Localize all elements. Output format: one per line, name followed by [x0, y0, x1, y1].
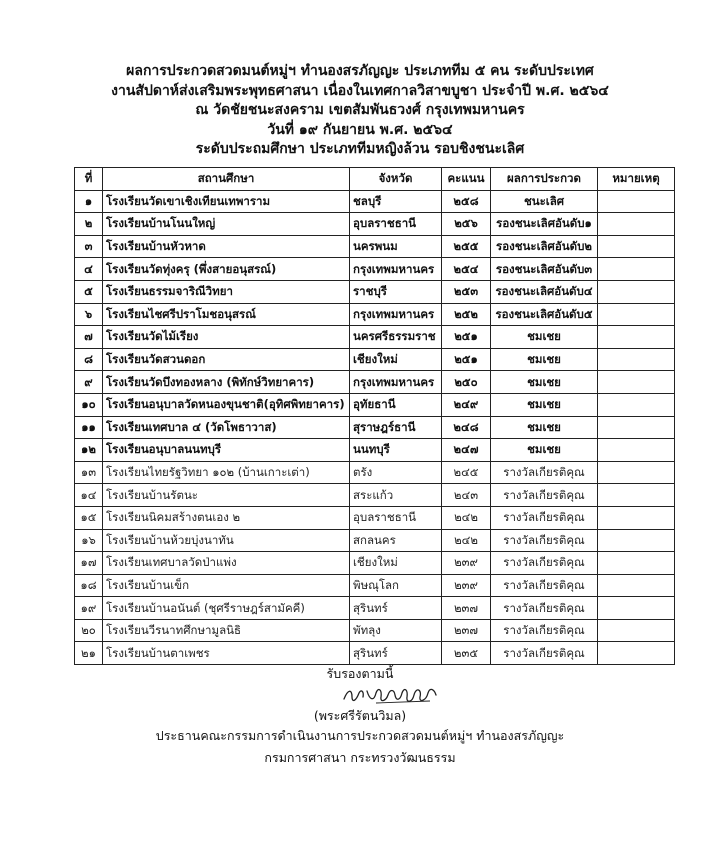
cell-school: โรงเรียนไทยรัฐวิทยา ๑๐๒ (บ้านเกาะเต่า): [103, 461, 350, 484]
cell-school: โรงเรียนวัดเขาเชิงเทียนเทพาราม: [103, 190, 350, 213]
cell-school: โรงเรียนบ้านหัวหาด: [103, 235, 350, 258]
cell-province: นนทบุรี: [350, 439, 442, 462]
cell-result: รองชนะเลิศอันดับ๔: [491, 280, 598, 303]
cell-result: ชมเชย: [491, 348, 598, 371]
table-row: [75, 371, 675, 394]
cell-province: อุบลราชธานี: [350, 213, 442, 236]
cell-note: [598, 213, 675, 236]
cell-result: รางวัลเกียรติคุณ: [491, 529, 598, 552]
cell-score: ๒๓๗: [442, 597, 491, 620]
cell-note: [598, 552, 675, 575]
cell-result: รางวัลเกียรติคุณ: [491, 619, 598, 642]
header-title: ผลการประกวดสวดมนต์หมู่ฯ ทำนองสรภัญญะ ประเภททีม ๕ คน ระดับประเทศ: [126, 63, 594, 79]
cell-school: โรงเรียนเทศบาล ๔ (วัดโพธาวาส): [103, 416, 350, 439]
cell-score: ๒๕๕: [442, 235, 491, 258]
cell-school: โรงเรียนวัดทุ่งครุ (พึ่งสายอนุสรณ์): [103, 258, 350, 281]
cell-result: รางวัลเกียรติคุณ: [491, 552, 598, 575]
cell-province: ตรัง: [350, 461, 442, 484]
header-event: งานสัปดาห์ส่งเสริมพระพุทธศาสนา เนื่องในเทศกาลวิสาขบูชา ประจำปี พ.ศ. ๒๕๖๔: [111, 82, 609, 99]
cell-no: ๑๙: [75, 597, 103, 620]
cell-school: โรงเรียนบ้านโนนใหญ่: [103, 213, 350, 236]
cell-note: [598, 619, 675, 642]
cell-no: ๖: [75, 303, 103, 326]
cell-score: ๒๔๗: [442, 439, 491, 462]
cell-score: ๒๕๒: [442, 303, 491, 326]
cell-note: [598, 461, 675, 484]
cell-result: ชมเชย: [491, 416, 598, 439]
cell-no: ๕: [75, 280, 103, 303]
cell-province: สระแก้ว: [350, 484, 442, 507]
cell-no: ๑: [75, 190, 103, 213]
cell-note: [598, 439, 675, 462]
cell-result: รางวัลเกียรติคุณ: [491, 574, 598, 597]
cell-province: สุราษฎร์ธานี: [350, 416, 442, 439]
cell-province: สุรินทร์: [350, 642, 442, 665]
cell-note: [598, 393, 675, 416]
cell-result: รองชนะเลิศอันดับ๕: [491, 303, 598, 326]
cell-score: ๒๔๙: [442, 393, 491, 416]
header-category: ระดับประถมศึกษา ประเภททีมหญิงล้วน รอบชิงชนะเลิศ: [195, 141, 525, 157]
cell-score: ๒๕๖: [442, 213, 491, 236]
table-row: [75, 619, 675, 642]
cell-school: โรงเรียนไชศรีปราโมชอนุสรณ์: [103, 303, 350, 326]
cell-score: ๒๓๙: [442, 574, 491, 597]
table-row: [75, 597, 675, 620]
header-date: วันที่ ๑๙ กันยายน พ.ศ. ๒๕๖๔: [267, 121, 453, 138]
cell-province: อุบลราชธานี: [350, 506, 442, 529]
cell-school: โรงเรียนบ้านรัตนะ: [103, 484, 350, 507]
cell-school: โรงเรียนบ้านอนันต์ (ชุศรีราษฎร์สามัคคี): [103, 597, 350, 620]
cell-province: กรุงเทพมหานคร: [350, 371, 442, 394]
table-row: [75, 393, 675, 416]
cell-score: ๒๕๑: [442, 348, 491, 371]
cell-score: ๒๓๕: [442, 642, 491, 665]
cell-note: [598, 235, 675, 258]
cell-no: ๑๒: [75, 439, 103, 462]
cell-result: รางวัลเกียรติคุณ: [491, 484, 598, 507]
cell-note: [598, 529, 675, 552]
table-row: [75, 484, 675, 507]
cell-province: นครพนม: [350, 235, 442, 258]
table-body: [75, 190, 675, 664]
cell-note: [598, 326, 675, 349]
cell-school: โรงเรียนบ้านเข็ก: [103, 574, 350, 597]
signer-position: ประธานคณะกรรมการดำเนินงานการประกวดสวดมนต์หมู่ฯ ทำนองสรภัญญะ: [155, 728, 565, 743]
cell-province: พิษณุโลก: [350, 574, 442, 597]
cell-score: ๒๕๐: [442, 371, 491, 394]
cell-score: ๒๕๑: [442, 326, 491, 349]
cell-no: ๘: [75, 348, 103, 371]
cell-no: ๑๐: [75, 393, 103, 416]
cell-score: ๒๓๙: [442, 552, 491, 575]
cell-school: โรงเรียนบ้านตาเพชร: [103, 642, 350, 665]
cell-no: ๒๐: [75, 619, 103, 642]
table-row: [75, 235, 675, 258]
header-province: จังหวัด: [350, 168, 442, 191]
cell-school: โรงเรียนบ้านห้วยบุ่งนาทัน: [103, 529, 350, 552]
table-row: [75, 552, 675, 575]
cell-no: ๓: [75, 235, 103, 258]
cell-no: ๑๕: [75, 506, 103, 529]
header-venue: ณ วัดชัยชนะสงคราม เขตสัมพันธวงศ์ กรุงเทพมหานคร: [195, 102, 525, 118]
cell-no: ๒๑: [75, 642, 103, 665]
cell-school: โรงเรียนเทศบาลวัดป่าแพ่ง: [103, 552, 350, 575]
table-row: [75, 280, 675, 303]
table-row: [75, 461, 675, 484]
table-row: [75, 642, 675, 665]
cell-score: ๒๕๓: [442, 280, 491, 303]
cell-result: รองชนะเลิศอันดับ๓: [491, 258, 598, 281]
cell-score: ๒๓๗: [442, 619, 491, 642]
signer-name: (พระศรีรัตนวิมล): [313, 708, 407, 723]
table-row: [75, 326, 675, 349]
cell-score: ๒๔๓: [442, 484, 491, 507]
header-note: หมายเหตุ: [598, 168, 675, 191]
cell-result: รองชนะเลิศอันดับ๑: [491, 213, 598, 236]
cell-province: อุทัยธานี: [350, 393, 442, 416]
cell-no: ๑๗: [75, 552, 103, 575]
header-no: ที่: [75, 168, 103, 191]
certify-text: รับรองตามนี้: [326, 666, 394, 681]
cell-no: ๗: [75, 326, 103, 349]
organization-name: กรมการศาสนา กระทรวงวัฒนธรรม: [264, 750, 456, 765]
header-school: สถานศึกษา: [103, 168, 350, 191]
cell-result: รางวัลเกียรติคุณ: [491, 597, 598, 620]
cell-province: กรุงเทพมหานคร: [350, 258, 442, 281]
cell-province: นครศรีธรรมราช: [350, 326, 442, 349]
cell-note: [598, 371, 675, 394]
cell-note: [598, 574, 675, 597]
cell-province: พัทลุง: [350, 619, 442, 642]
cell-note: [598, 416, 675, 439]
cell-school: โรงเรียนวัดไม้เรียง: [103, 326, 350, 349]
cell-note: [598, 597, 675, 620]
cell-result: ชนะเลิศ: [491, 190, 598, 213]
cell-result: รางวัลเกียรติคุณ: [491, 506, 598, 529]
header-result: ผลการประกวด: [491, 168, 598, 191]
cell-province: สกลนคร: [350, 529, 442, 552]
cell-note: [598, 303, 675, 326]
cell-no: ๒: [75, 213, 103, 236]
cell-score: ๒๔๕: [442, 461, 491, 484]
cell-province: สุรินทร์: [350, 597, 442, 620]
table-row: [75, 303, 675, 326]
header-score: คะแนน: [442, 168, 491, 191]
cell-note: [598, 190, 675, 213]
cell-school: โรงเรียนธรรมจาริณีวิทยา: [103, 280, 350, 303]
cell-school: โรงเรียนอนุบาลวัดหนองขุนชาติ(อุทิศพิทยาคาร): [103, 393, 350, 416]
table-row: [75, 190, 675, 213]
handwritten-signature: [340, 681, 440, 707]
cell-score: ๒๕๔: [442, 258, 491, 281]
cell-note: [598, 258, 675, 281]
table-row: [75, 529, 675, 552]
cell-no: ๑๘: [75, 574, 103, 597]
cell-result: ชมเชย: [491, 326, 598, 349]
cell-province: ชลบุรี: [350, 190, 442, 213]
cell-score: ๒๔๘: [442, 416, 491, 439]
cell-no: ๑๓: [75, 461, 103, 484]
table-row: [75, 439, 675, 462]
cell-note: [598, 642, 675, 665]
cell-province: เชียงใหม่: [350, 552, 442, 575]
table-row: [75, 506, 675, 529]
cell-result: ชมเชย: [491, 393, 598, 416]
cell-school: โรงเรียนอนุบาลนนทบุรี: [103, 439, 350, 462]
cell-province: เชียงใหม่: [350, 348, 442, 371]
cell-result: รองชนะเลิศอันดับ๒: [491, 235, 598, 258]
cell-score: ๒๕๘: [442, 190, 491, 213]
cell-result: รางวัลเกียรติคุณ: [491, 461, 598, 484]
cell-school: โรงเรียนวีรนาทศึกษามูลนิธิ: [103, 619, 350, 642]
cell-no: ๑๔: [75, 484, 103, 507]
table-row: [75, 258, 675, 281]
cell-result: ชมเชย: [491, 439, 598, 462]
cell-no: ๑๖: [75, 529, 103, 552]
cell-result: ชมเชย: [491, 371, 598, 394]
cell-school: โรงเรียนนิคมสร้างตนเอง ๒: [103, 506, 350, 529]
cell-no: ๑๑: [75, 416, 103, 439]
cell-score: ๒๔๒: [442, 529, 491, 552]
cell-note: [598, 280, 675, 303]
cell-school: โรงเรียนวัดสวนดอก: [103, 348, 350, 371]
table-row: [75, 348, 675, 371]
cell-score: ๒๔๒: [442, 506, 491, 529]
table-row: [75, 574, 675, 597]
cell-no: ๔: [75, 258, 103, 281]
cell-province: กรุงเทพมหานคร: [350, 303, 442, 326]
document-header: [0, 62, 720, 160]
cell-note: [598, 348, 675, 371]
cell-province: ราชบุรี: [350, 280, 442, 303]
cell-note: [598, 506, 675, 529]
cell-school: โรงเรียนวัดบึงทองหลาง (พิทักษ์วิทยาคาร): [103, 371, 350, 394]
table-row: [75, 213, 675, 236]
table-row: [75, 416, 675, 439]
table-header-row: [75, 168, 675, 191]
cell-result: รางวัลเกียรติคุณ: [491, 642, 598, 665]
cell-note: [598, 484, 675, 507]
results-table: [74, 167, 675, 665]
cell-no: ๙: [75, 371, 103, 394]
